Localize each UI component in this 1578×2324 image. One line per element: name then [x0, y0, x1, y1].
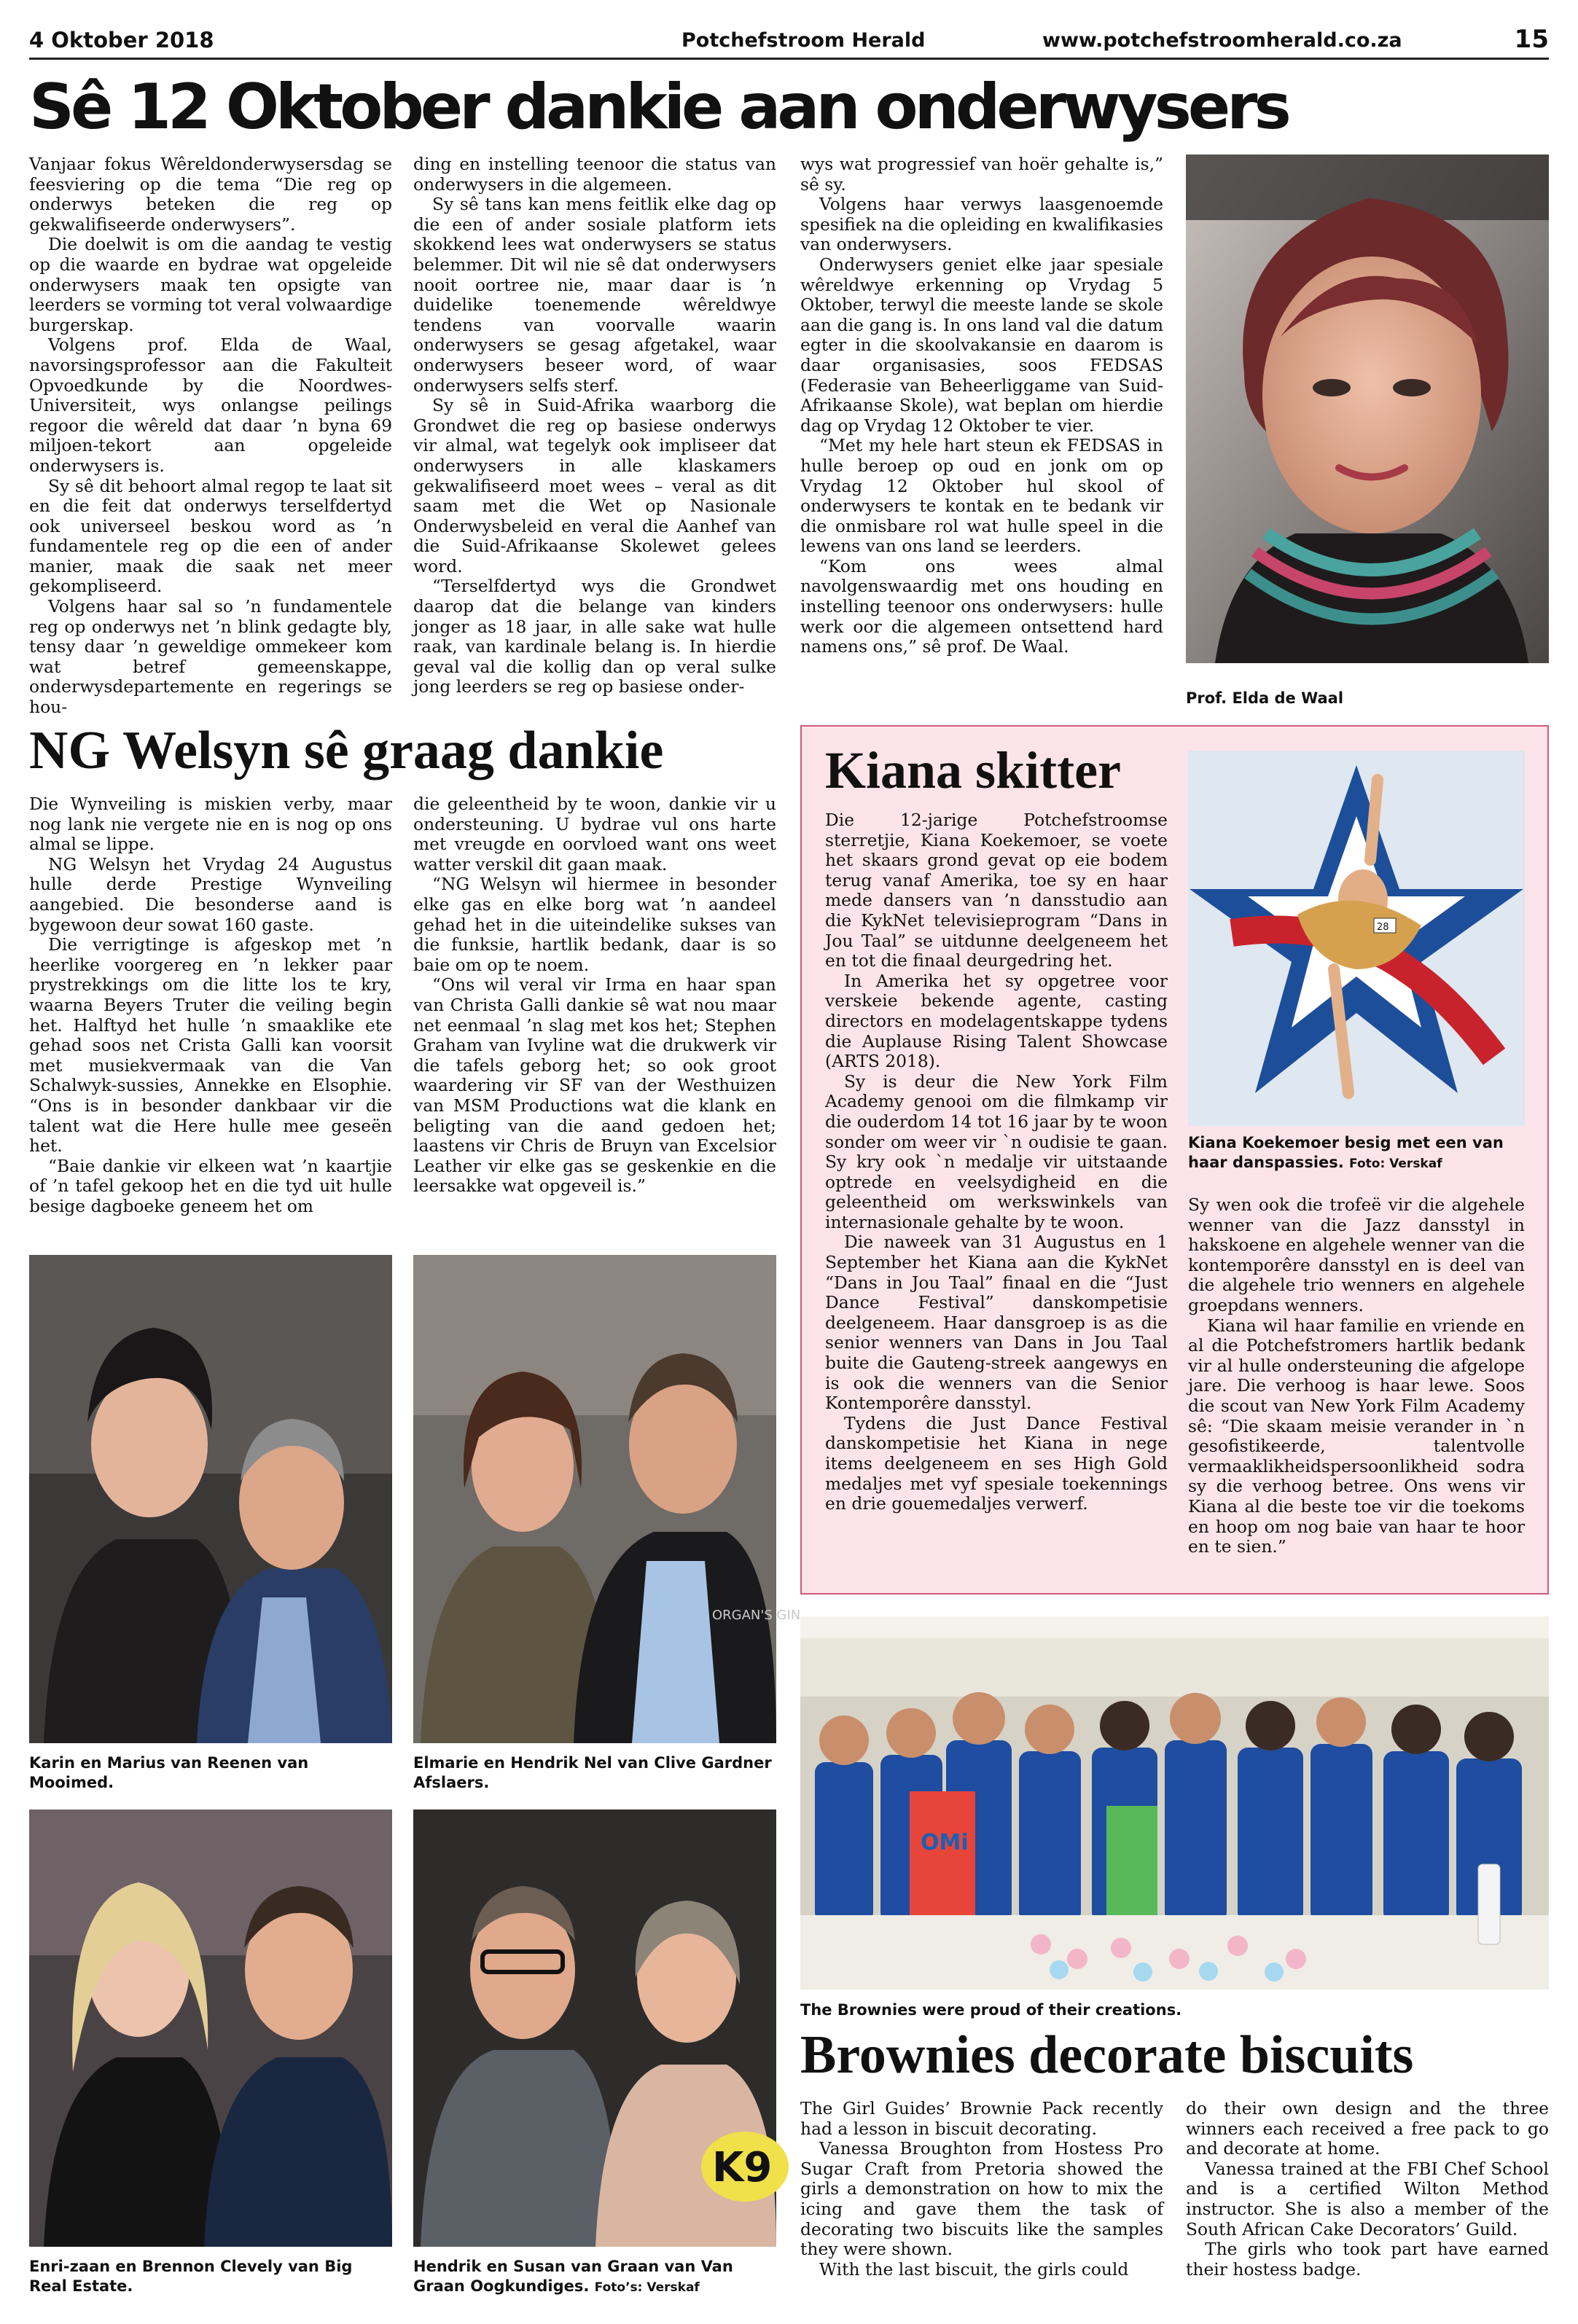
paragraph: Volgens haar verwys laasgenoemde spesifiek na die opleiding en kwalifikasies van onderwysers. — [800, 194, 1163, 255]
paragraph: Die 12-jarige Potchefstroomse sterretjie, Kiana Koekemoer, se voete het skaars grond gevat op eie bodem terug vanaf Amerika, toe sy en haar mede dansers van ’n dansstudio aan die KykNet televisieprogram “Dans in Jou Taal” se uitdunne deelgeneem het en tot die finaal deurgedring het. — [825, 810, 1168, 971]
photo-karin-marius — [29, 1255, 392, 1743]
apron-text: OMi — [921, 1830, 969, 1855]
photo-elmarie-hendrik — [413, 1255, 801, 1743]
issue-date: 4 Oktober 2018 — [29, 28, 214, 52]
photo-brownies-group — [800, 1616, 1549, 1990]
ng-article-col-2 — [413, 794, 776, 1246]
paragraph: Sy sê in Suid-Afrika waarborg die Grondwet die reg op basiese onderwys vir almal, wat tegelyk ook impliseer dat onderwysers in alle klaskamers gekwalifiseerd moet wees – veral as dit saam met die Wet op Nasionale Onderwysbeleid en veral die Aanhef van die Suid-Afrikaanse Skolewet gelees word. — [413, 395, 776, 576]
caption-enri-zaan-brennon: Enri-zaan en Brennon Clevely van Big Real Estate. — [29, 2258, 353, 2295]
paragraph: “NG Welsyn wil hiermee in besonder elke gas en elke borg wat ’n aandeel gehad het in die uiteindelike sukses van die funksie, hartlik bedank, daar is so baie om op te noem. — [413, 874, 776, 975]
kiana-headline: Kiana skitter — [825, 741, 1121, 799]
kiana-photo-caption — [1188, 1133, 1525, 1174]
paragraph: Vanjaar fokus Wêreldonderwysersdag se feesviering op die tema “Die reg op onderwys beteken die reg op gekwalifiseerde onderwysers”. — [29, 154, 392, 235]
photo-credit: Foto’s: Verskaf — [594, 2280, 700, 2295]
photo-kiana-dancing — [1188, 751, 1525, 1126]
paragraph: Vanessa Broughton from Hostess Pro Sugar Craft from Pretoria showed the girls a demonstration on how to mix the icing and gave them the task of decorating two biscuits like the samples they were shown. — [800, 2138, 1163, 2260]
main-article-col-1 — [29, 154, 392, 718]
caption-hendrik-susan — [413, 2257, 776, 2298]
paragraph: The girls who took part have earned their hostess badge. — [1186, 2239, 1549, 2280]
caption-text: Hendrik en Susan van Graan van Van Graan Oogkundiges. — [413, 2258, 733, 2295]
paragraph: Volgens haar sal so ’n fundamentele reg op onderwys net ’n blink gedagte bly, tensy daar ’n geweldige ommekeer kom wat betref gemeenskappe, onderwysdepartemente en regerings se hou- — [29, 596, 392, 718]
ng-welsyn-headline: NG Welsyn sê graag dankie — [29, 721, 664, 780]
ng-article-col-1 — [29, 794, 392, 1246]
brownies-article-col-1 — [800, 2099, 1163, 2317]
paragraph: Sy is deur die New York Film Academy genooi om die filmkamp vir die ouderdom 14 tot 16 jaar by te woon sonder om weer vir `n oudisie te gaan. Sy kry ook `n medalje vir uitstaande optrede en veelsydigheid en die geleentheid om werkswinkels van internasionale gehalte by te woon. — [825, 1071, 1168, 1232]
photo-hendrik-susan — [413, 1809, 776, 2247]
page-number: 15 — [1514, 25, 1549, 54]
paragraph: “Baie dankie vir elkeen wat ’n kaartjie of ’n tafel gekoop het en die tyd uit hulle besige dagboeke geneem het om — [29, 1155, 392, 1216]
paragraph: With the last biscuit, the girls could — [819, 2258, 1129, 2280]
paragraph: Tydens die Just Dance Festival danskompetisie het Kiana in nege items deelgeneem en ses High Gold medaljes met vyf spesiale toekennings en drie gouemedaljes verwerf. — [825, 1412, 1168, 1514]
paragraph: wys wat progressief van hoër gehalte is,” sê sy. — [800, 154, 1163, 195]
brownies-article-col-2 — [1186, 2099, 1549, 2317]
paragraph: do their own design and the three winners each received a free pack to go and decorate at home. — [1186, 2098, 1549, 2159]
paragraph: Die Wynveiling is miskien verby, maar nog lank nie vergete nie en is nog op ons almal se lippe. — [29, 794, 392, 855]
paragraph: die geleentheid by te woon, dankie vir u ondersteuning. U bydrae vul ons harte met vreugde en oorvloed want ons weet watter verskil dit gaan maak. — [413, 794, 776, 875]
main-article-col-2 — [413, 154, 776, 708]
brownies-headline: Brownies decorate biscuits — [800, 2025, 1414, 2085]
paragraph: Sy wen ook die trofeë vir die algehele wenner van die Jazz dansstyl in hakskoene en algehele wenner van die kontemporêre dansstyl en is deel van die algehele trio wenners en algehele groepdans wenners. — [1188, 1194, 1525, 1315]
photo-enri-zaan-brennon — [29, 1809, 392, 2247]
portrait-caption: Prof. Elda de Waal — [1186, 689, 1344, 707]
paragraph: Volgens prof. Elda de Waal, navorsingsprofessor aan die Fakulteit Opvoedkunde by die Noordwes-Universiteit, wys onlangse peilings regoor die wêreld dat daar ’n byna 69 miljoen-tekort aan opgeleide onderwysers is. — [29, 334, 392, 476]
jacket-text: ORGAN'S GIN — [712, 1608, 801, 1623]
paragraph: Onderwysers geniet elke jaar spesiale wêreldwye erkenning op Vrydag 5 Oktober, terwyl die meeste lande se skole aan die gang is. In ons land val die datum egter in die skoolvakansie en daarom is daar organisasies, soos FEDSAS (Federasie van Beheerliggame van Suid-Afrikaanse Skole), wat beplan om hierdie dag op Vrydag 12 Oktober te vier. — [800, 254, 1163, 436]
paragraph: “Kom ons wees almal navolgenswaardig met ons houding en instelling teenoor ons onderwysers: hulle werk oor die algemeen ontsettend hard namens ons,” sê prof. De Waal. — [800, 555, 1163, 657]
paragraph: “Met my hele hart steun ek FEDSAS in hulle beroep op oud en jonk om op Vrydag 12 Oktober hul skool of onderwysers te kontak en te bedank vir die onmisbare rol wat hulle speel in die lewens van ons land se leerders. — [800, 435, 1163, 557]
paragraph: Kiana wil haar familie en vriende en al die Potchefstromers hartlik bedank vir al hulle ondersteuning die afgelope jare. Die verhoog is haar lewe. Soos die scout van New York Film Academy sê: “Die skaam meisie verander in `n gesofistikeerde, talentvolle vermaaklikheidspersoonlikheid sodra sy die verhoog betree. Ons wens vir Kiana al die beste toe vir die toekoms en hoop om nog baie van haar te hoor en te sien.” — [1188, 1315, 1525, 1557]
kiana-article-col-2 — [1188, 1195, 1525, 1581]
main-article-col-3 — [800, 154, 1163, 708]
caption-karin-marius: Karin en Marius van Reenen van Mooimed. — [29, 1754, 309, 1791]
brownies-photo-caption: The Brownies were proud of their creations. — [800, 2001, 1182, 2019]
paragraph: The Girl Guides’ Brownie Pack recently had a lesson in biscuit decorating. — [800, 2098, 1163, 2139]
paragraph: Die verrigtinge is afgeskop met ’n heerlike voorgereg en ’n lekker paar prystrekkings om die litte los te kry, waarna Beyers Truter die veiling begin het. Halftyd het hulle ’n smaaklike ete gehad soos net Crista Galli kan voorsit met musiekvermaak van die Van Schalwyk-sussies, Annekke en Elsophie. “Ons is in besonder dankbaar vir die talent wat die Here hulle mee geseën het. — [29, 934, 392, 1157]
paragraph: NG Welsyn het Vrydag 24 Augustus hulle derde Prestige Wynveiling aangebied. Die besonderse aand is bygewoon deur sowat 160 gaste. — [29, 853, 392, 935]
photo-credit: Foto: Verskaf — [1349, 1157, 1442, 1171]
caption-elmarie-hendrik: Elmarie en Hendrik Nel van Clive Gardner Afslaers. — [413, 1754, 772, 1791]
dancer-number-tag: 28 — [1377, 922, 1389, 933]
paragraph: Die doelwit is om die aandag te vestig op die waarde en bydrae wat opgeleide onderwysers maak ten opsigte van leerders se vorming tot veral volwaardige burgerskap. — [29, 234, 392, 335]
caption-text: Kiana Koekemoer besig met een van haar danspassies. — [1188, 1134, 1504, 1171]
paragraph: ding en instelling teenoor die status van onderwysers in die algemeen. — [413, 154, 776, 195]
portrait-photo-elda-de-waal — [1186, 154, 1549, 663]
paragraph: “Terselfdertyd wys die Grondwet daarop dat die belange van kinders jonger as 18 jaar, in alle sake wat hulle raak, van kardinale belang is. In hierdie geval val die kollig dan op veral sulke jong leerders se reg op basiese onder- — [413, 576, 776, 697]
kiana-article-col-1 — [825, 810, 1168, 1583]
k9-label: K9 — [712, 2144, 773, 2191]
paragraph: In Amerika het sy opgetree voor verskeie bekende agente, casting directors en modelagentskappe tydens die Auplause Rising Talent Showcase (ARTS 2018). — [825, 970, 1168, 1072]
paragraph: Sy sê dit behoort almal regop te laat sit en die feit dat onderwys terselfdertyd ook universeel beskou word as ’n fundamentele reg op die een of ander manier, maak die saak net meer gekompliseerd. — [29, 475, 392, 597]
paper-url[interactable]: www.potchefstroomherald.co.za — [1042, 29, 1402, 52]
paragraph: Sy sê tans kan mens feitlik elke dag op die een of ander sosiale platform iets skokkend lees wat onderwysers se status belemmer. Dit wil nie sê dat onderwysers nooit oortree nie, maar daar is ’n duidelike toenemende wêreldwye tendens van voorvalle waarin onderwysers se gesag afgetakel, waar onderwysers beseer word, of waar onderwysers selfs sterf. — [413, 194, 776, 396]
page-header — [29, 22, 1549, 60]
paragraph: “Ons wil veral vir Irma en haar span van Christa Galli dankie sê wat nou maar net eenmaal ’n slag met kos het; Stephen Graham van Ivyline wat die drukwerk vir die tafels geborg het; so ook groot waardering vir SF van der Westhuizen van MSM Productions wat die klank en beligting van die aand gedoen het; laastens vir Chris de Bruyn van Excelsior Leather vir elke gas se geskenkie en die leersakke wat opgeveil is.” — [413, 974, 776, 1197]
paper-name: Potchefstroom Herald — [681, 29, 926, 52]
main-headline: Sê 12 Oktober dankie aan onderwysers — [29, 71, 1288, 144]
paragraph: Die naweek van 31 Augustus en 1 September het Kiana aan die KykNet “Dans in Jou Taal” finaal en die “Just Dance Festival” danskompetisie deelgeneem. Haar dansgroep is as die senior wenners van Dans in Jou Taal buite die Gauteng-streek aangewys en is ook die wenners van die Senior Kontemporêre dansstyl. — [825, 1232, 1168, 1414]
paragraph: Vanessa trained at the FBI Chef School and is a certified Wilton Method instructor. She is also a member of the South African Cake Decorators’ Guild. — [1186, 2158, 1549, 2239]
